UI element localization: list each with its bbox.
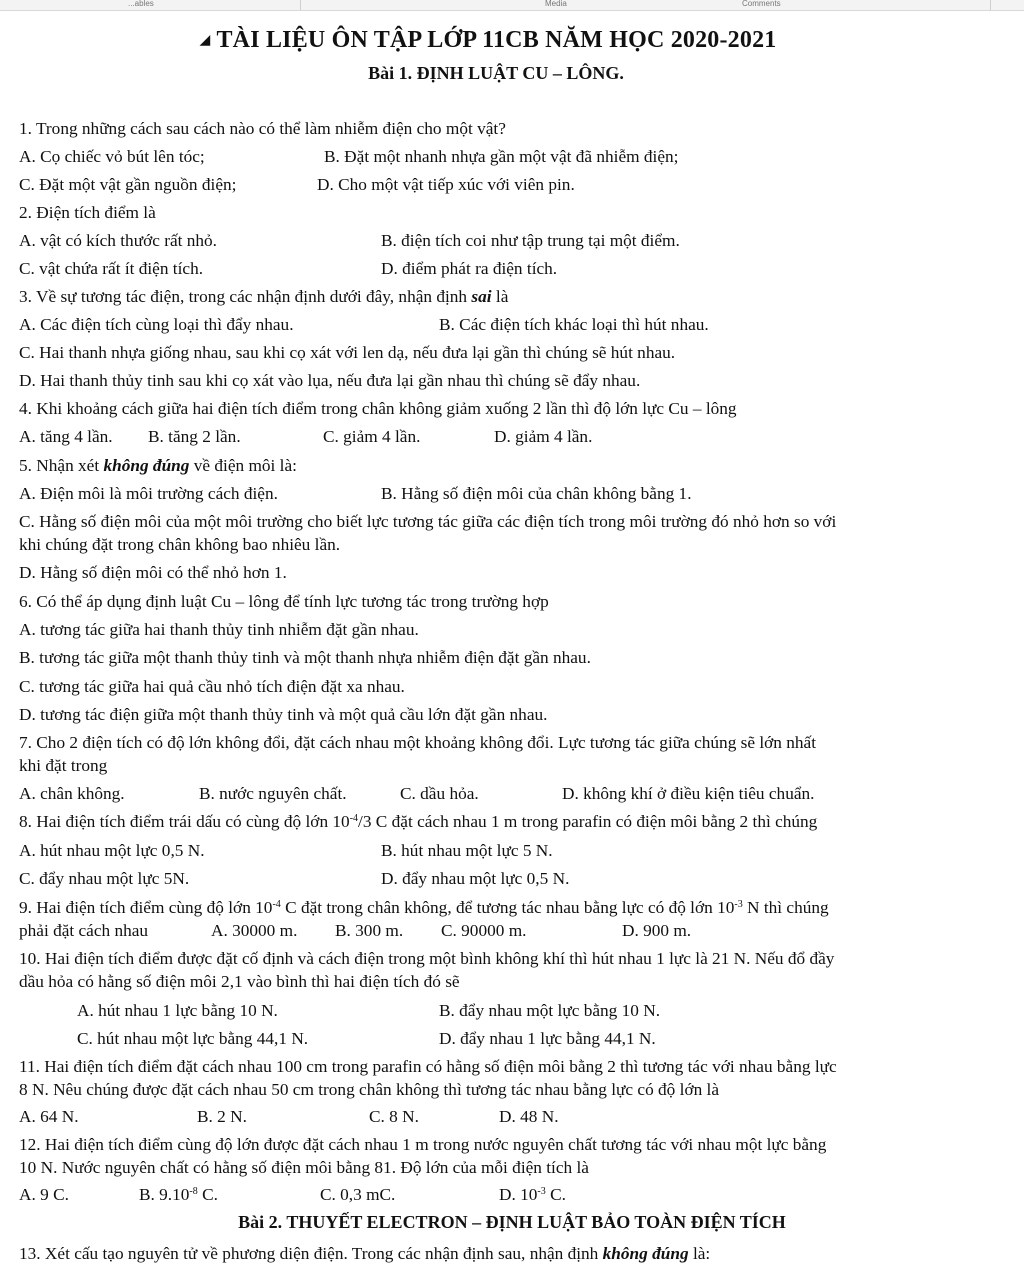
option-d: D. $10^{-3}$ C. bbox=[499, 1185, 566, 1204]
question-11-stem-line1: 11. Hai điện tích điểm đặt cách nhau 100 cm trong parafin có hằng số điện môi bằng 2 thì tương tác với nhau bằng lực bbox=[19, 1057, 837, 1076]
emphasis-word: không đúng bbox=[103, 456, 190, 475]
question-7-stem-line2: khi đặt trong bbox=[19, 756, 108, 775]
option-c: C. 8 N. bbox=[369, 1107, 419, 1126]
toolbar-divider bbox=[990, 0, 991, 10]
option-b: B. hút nhau một lực 5 N. bbox=[381, 841, 553, 860]
option-a: A. hút nhau một lực 0,5 N. bbox=[19, 841, 205, 860]
option-c: C. 90000 m. bbox=[441, 921, 527, 940]
triangle-bullet-icon: ◢ bbox=[199, 33, 211, 48]
question-2-stem: 2. Điện tích điểm là bbox=[19, 203, 156, 222]
option-b: B. nước nguyên chất. bbox=[199, 784, 347, 803]
option-b: B. điện tích coi như tập trung tại một điểm. bbox=[381, 231, 680, 250]
option-d: D. Cho một vật tiếp xúc với viên pin. bbox=[317, 175, 575, 194]
option-a: A. 30000 m. bbox=[211, 921, 298, 940]
option-c: C. hút nhau một lực bằng 44,1 N. bbox=[77, 1029, 309, 1048]
question-6-option-b: B. tương tác giữa một thanh thủy tinh và một thanh nhựa nhiễm điện đặt gần nhau. bbox=[19, 648, 591, 667]
option-b: B. Đặt một nhanh nhựa gần một vật đã nhiễm điện; bbox=[324, 147, 679, 166]
emphasis-word: sai bbox=[471, 287, 492, 306]
option-c: C. Đặt một vật gần nguồn điện; bbox=[19, 175, 237, 194]
option-d: D. 900 m. bbox=[622, 921, 692, 940]
option-b: B. 2 N. bbox=[197, 1107, 247, 1126]
question-5-option-d: D. Hằng số điện môi có thể nhỏ hơn 1. bbox=[19, 563, 287, 582]
question-9-stem-tail: phải đặt cách nhau bbox=[19, 921, 149, 940]
option-a: A. Cọ chiếc vỏ bút lên tóc; bbox=[19, 147, 205, 166]
question-7-stem-line1: 7. Cho 2 điện tích có độ lớn không đổi, đặt cách nhau một khoảng không đổi. Lực tương tác giữa chúng sẽ lớn nhất bbox=[19, 733, 817, 752]
option-b: B. Các điện tích khác loại thì hút nhau. bbox=[439, 315, 709, 334]
option-c: C. giảm 4 lần. bbox=[323, 427, 421, 446]
question-6-option-a: A. tương tác giữa hai thanh thủy tinh nhiễm đặt gần nhau. bbox=[19, 620, 419, 639]
top-toolbar-strip bbox=[0, 0, 1024, 11]
question-12-stem-line1: 12. Hai điện tích điểm cùng độ lớn được đặt cách nhau 1 m trong nước nguyên chất tương tác với nhau một lực bằng bbox=[19, 1135, 827, 1154]
option-a: A. Điện môi là môi trường cách điện. bbox=[19, 484, 278, 503]
question-13-stem: 13. Xét cấu tạo nguyên tử về phương diện điện. Trong các nhận định sau, nhận định không đúng là: bbox=[19, 1244, 711, 1263]
question-4-stem: 4. Khi khoảng cách giữa hai điện tích điểm trong chân không giảm xuống 2 lần thì độ lớn lực Cu – lông bbox=[19, 399, 737, 418]
question-3-stem: 3. Về sự tương tác điện, trong các nhận định dưới đây, nhận định sai là bbox=[19, 287, 509, 306]
option-b: B. Hằng số điện môi của chân không bằng 1. bbox=[381, 484, 692, 503]
option-d: D. giảm 4 lần. bbox=[494, 427, 593, 446]
question-6-option-d: D. tương tác điện giữa một thanh thủy tinh và một quả cầu lớn đặt gần nhau. bbox=[19, 705, 548, 724]
option-d: D. không khí ở điều kiện tiêu chuẩn. bbox=[562, 784, 815, 803]
option-a: A. Các điện tích cùng loại thì đẩy nhau. bbox=[19, 315, 294, 334]
section-heading-1: Bài 1. ĐỊNH LUẬT CU – LÔNG. bbox=[368, 63, 624, 83]
option-a: A. 64 N. bbox=[19, 1107, 79, 1126]
emphasis-word: không đúng bbox=[602, 1244, 689, 1263]
tab-tables[interactable]: ...ables bbox=[128, 0, 154, 8]
option-c: C. vật chứa rất ít điện tích. bbox=[19, 259, 204, 278]
question-5-option-c-line1: C. Hằng số điện môi của một môi trường cho biết lực tương tác giữa các điện tích trong môi trường đó nhỏ hơn so với bbox=[19, 512, 837, 531]
section-heading-2: Bài 2. THUYẾT ELECTRON – ĐỊNH LUẬT BẢO TOÀN ĐIỆN TÍCH bbox=[238, 1212, 786, 1232]
option-b: B. tăng 2 lần. bbox=[148, 427, 241, 446]
option-a: A. chân không. bbox=[19, 784, 125, 803]
question-11-stem-line2: 8 N. Nêu chúng được đặt cách nhau 50 cm trong chân không thì tương tác nhau bằng lực có độ lớn là bbox=[19, 1080, 720, 1099]
option-a: A. hút nhau 1 lực bằng 10 N. bbox=[77, 1001, 278, 1020]
option-c: C. 0,3 mC. bbox=[320, 1185, 396, 1204]
tab-comments[interactable]: Comments bbox=[742, 0, 781, 8]
question-6-stem: 6. Có thể áp dụng định luật Cu – lông để tính lực tương tác trong trường hợp bbox=[19, 592, 549, 611]
question-3-option-c: C. Hai thanh nhựa giống nhau, sau khi cọ xát với len dạ, nếu đưa lại gần thì chúng sẽ hút nhau. bbox=[19, 343, 676, 362]
option-d: D. đẩy nhau một lực 0,5 N. bbox=[381, 869, 570, 888]
question-3-option-d: D. Hai thanh thủy tinh sau khi cọ xát vào lụa, nếu đưa lại gần nhau thì chúng sẽ đẩy nhau. bbox=[19, 371, 641, 390]
option-c: C. đẩy nhau một lực 5N. bbox=[19, 869, 190, 888]
option-b: B. 300 m. bbox=[335, 921, 404, 940]
question-8-stem: 8. Hai điện tích điểm trái dấu có cùng độ lớn $10^{-4}/3$ C đặt cách nhau 1 m trong parafin có điện môi bằng 2 thì chúng bbox=[19, 812, 818, 831]
option-b: B. $9.10^{-8}$ C. bbox=[139, 1185, 218, 1204]
option-d: D. 48 N. bbox=[499, 1107, 559, 1126]
option-a: A. 9 C. bbox=[19, 1185, 69, 1204]
question-12-stem-line2: 10 N. Nước nguyên chất có hằng số điện môi bằng 81. Độ lớn của mỗi điện tích là bbox=[19, 1158, 589, 1177]
option-c: C. dầu hỏa. bbox=[400, 784, 479, 803]
document-title: ◢ TÀI LIỆU ÔN TẬP LỚP 11CB NĂM HỌC 2020-2021 bbox=[199, 27, 777, 53]
question-5-option-c-line2: khi chúng đặt trong chân không bao nhiêu lần. bbox=[19, 535, 341, 554]
option-d: D. điểm phát ra điện tích. bbox=[381, 259, 558, 278]
question-1-stem: 1. Trong những cách sau cách nào có thể làm nhiễm điện cho một vật? bbox=[19, 119, 506, 138]
question-6-option-c: C. tương tác giữa hai quả cầu nhỏ tích điện đặt xa nhau. bbox=[19, 677, 405, 696]
option-b: B. đẩy nhau một lực bằng 10 N. bbox=[439, 1001, 661, 1020]
question-10-stem-line2: dầu hỏa có hằng số điện môi 2,1 vào bình thì hai điện tích đó sẽ bbox=[19, 972, 460, 991]
option-a: A. vật có kích thước rất nhỏ. bbox=[19, 231, 217, 250]
question-9-stem: 9. Hai điện tích điểm cùng độ lớn $10^{-4}$ C đặt trong chân không, để tương tác nhau bằng lực có độ lớn $10^{-3}$ N thì chúng bbox=[19, 898, 829, 917]
tab-media[interactable]: Media bbox=[545, 0, 567, 8]
toolbar-divider bbox=[300, 0, 301, 10]
question-5-stem: 5. Nhận xét không đúng về điện môi là: bbox=[19, 456, 297, 475]
question-10-stem-line1: 10. Hai điện tích điểm được đặt cố định và cách điện trong một bình không khí thì hút nhau 1 lực là 21 N. Nếu đổ đầy bbox=[19, 949, 835, 968]
option-a: A. tăng 4 lần. bbox=[19, 427, 113, 446]
option-d: D. đẩy nhau 1 lực bằng 44,1 N. bbox=[439, 1029, 656, 1048]
